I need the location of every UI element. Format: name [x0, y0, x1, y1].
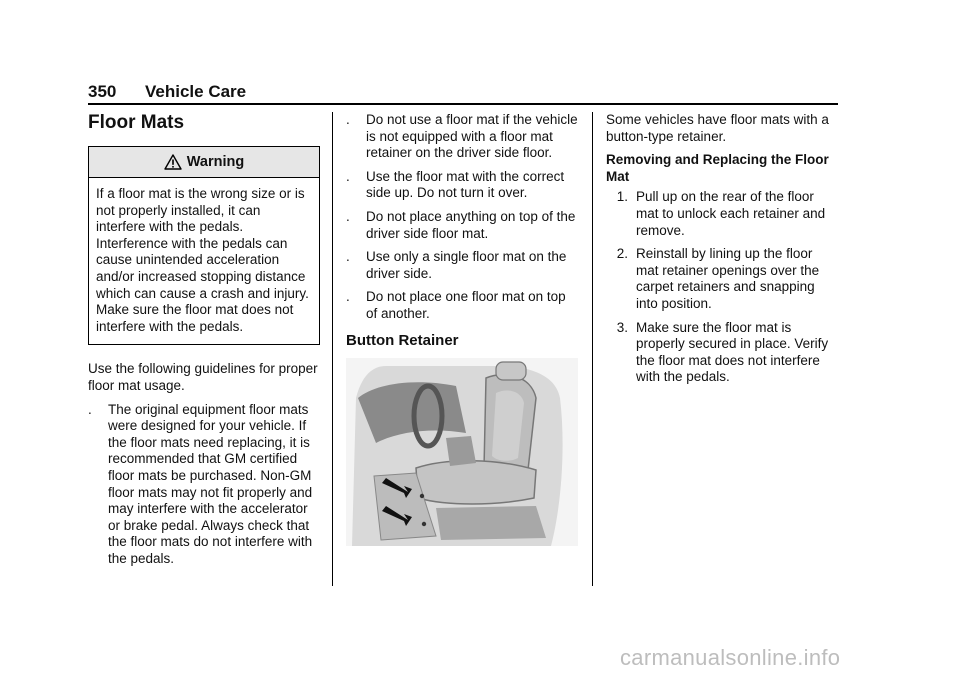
step-number: 2. — [616, 246, 628, 262]
list-item — [346, 169, 578, 202]
list-item — [346, 249, 578, 282]
column-2 — [346, 112, 578, 546]
column-divider — [332, 112, 333, 586]
bullet-text: Use the floor mat with the correct side up. Do not turn it over. — [366, 168, 565, 201]
warning-label: Warning — [186, 153, 245, 170]
bullet-text: Do not use a floor mat if the vehicle is not equipped with a floor mat retainer on the driver side floor. — [366, 112, 578, 161]
warning-triangle-icon — [164, 154, 182, 170]
floor-mat-retainer-illustration — [346, 358, 578, 546]
button-retainer-heading: Button Retainer — [346, 331, 459, 349]
step-text: Pull up on the rear of the floor mat to unlock each retainer and remove. — [636, 189, 826, 238]
step-number: 1. — [616, 189, 628, 205]
bullet-text: The original equipment floor mats were designed for your vehicle. If the floor mats need replacing, it is recommended that GM certified floor mats be purchased. Non-GM floor mats may not fit properly and may interfere with the accelerator or brake pedal. Always check that the floor mats do not interfere with the pedals. — [108, 401, 313, 566]
removing-replacing-heading: Removing and Replacing the Floor Mat — [606, 152, 829, 184]
bullet-text: Do not place one floor mat on top of another. — [366, 289, 566, 321]
warning-text: If a floor mat is the wrong size or is not properly installed, it can interfere with the pedals. Interference with the pedals can cause unintended acceleration and/or increased stopping distance which can cause a crash and injury. Make sure the floor mat does not interfere with the pedals. — [96, 186, 309, 334]
list-item — [346, 112, 578, 162]
list-item — [606, 246, 838, 312]
bullet-glyph: . — [346, 208, 350, 224]
step-number: 3. — [616, 319, 628, 335]
guidelines-intro: Use the following guidelines for proper floor mat usage. — [88, 361, 318, 393]
bullet-glyph: . — [346, 289, 350, 305]
step-text: Make sure the floor mat is properly secured in place. Verify the floor mat does not interfere with the pedals. — [636, 319, 829, 385]
warning-header — [89, 147, 319, 178]
button-retainer-intro: Some vehicles have floor mats with a button-type retainer. — [606, 112, 829, 144]
floor-mats-heading: Floor Mats — [88, 112, 185, 133]
bullet-glyph: . — [346, 168, 350, 184]
column-divider — [592, 112, 593, 586]
list-item — [346, 289, 578, 322]
list-item — [346, 209, 578, 242]
bullet-glyph: . — [88, 401, 92, 417]
column-1 — [88, 112, 320, 574]
column-3 — [606, 112, 838, 393]
bullet-text: Use only a single floor mat on the driver side. — [366, 249, 567, 281]
section-title: Vehicle Care — [145, 82, 247, 101]
list-item — [606, 189, 838, 239]
page-number: 350 — [88, 82, 117, 101]
watermark: carmanualsonline.info — [620, 645, 841, 670]
bullet-glyph: . — [346, 112, 350, 127]
bullet-glyph: . — [346, 249, 350, 265]
list-item — [606, 320, 838, 386]
bullet-text: Do not place anything on top of the driver side floor mat. — [366, 208, 576, 241]
list-item — [88, 402, 320, 568]
header-rule — [88, 103, 838, 105]
step-text: Reinstall by lining up the floor mat retainer openings over the carpet retainers and snapping into position. — [636, 246, 820, 311]
warning-box — [88, 146, 320, 345]
